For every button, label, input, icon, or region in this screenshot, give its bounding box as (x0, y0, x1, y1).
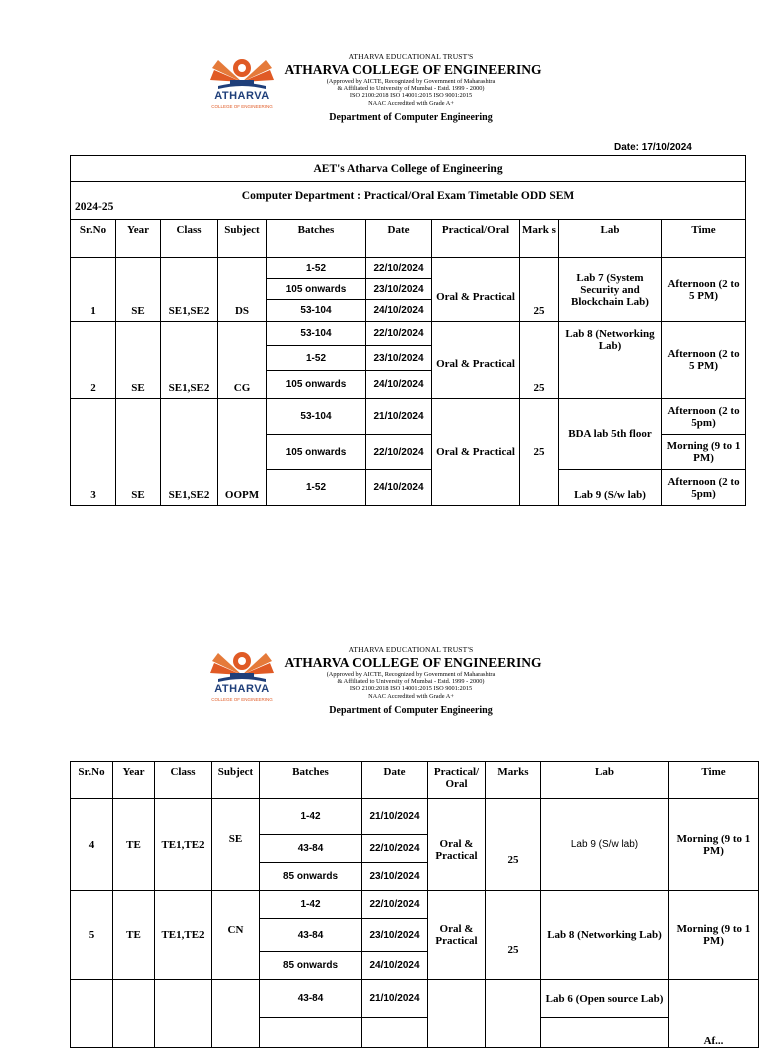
date-cell: 21/10/2024 (362, 799, 428, 835)
year-cell: TE (113, 799, 155, 891)
col-header-lab: Lab (541, 762, 669, 799)
col-header-subject: Subject (218, 220, 267, 258)
batch-cell: 105 onwards (267, 279, 366, 300)
batch-cell: 1-42 (260, 891, 362, 919)
iso-line: ISO 2100:2018 ISO 14001:2015 ISO 9001:2015 (349, 685, 473, 693)
lab-cell: Lab 8 (Networking Lab) (541, 891, 669, 980)
approval-line-2: & Affiliated to University of Mumbai - Estd. 1999 - 2000) (337, 678, 485, 686)
table-row (71, 399, 746, 435)
date-cell: 22/10/2024 (366, 322, 432, 346)
logo-subtext: COLLEGE OF ENGINEERING (211, 697, 273, 702)
naac-line: NAAC Accredited with Grade A+ (368, 692, 454, 700)
sun-book-icon (204, 645, 280, 685)
table-subtitle-cell (71, 182, 746, 220)
batch-cell: 1-52 (267, 470, 366, 506)
department-name: Department of Computer Engineering (329, 705, 493, 716)
header-row (71, 220, 746, 258)
col-header-srno: Sr.No (71, 220, 116, 258)
col-header-batches: Batches (260, 762, 362, 799)
col-header-subject: Subject (212, 762, 260, 799)
time-cell: Afternoon (2 to 5 PM) (662, 322, 746, 399)
trust-name: ATHARVA EDUCATIONAL TRUST'S (348, 645, 474, 654)
time-cell: Morning (9 to 1 PM) (669, 799, 759, 891)
col-header-date: Date (362, 762, 428, 799)
mode-cell: Oral & Practical (432, 399, 520, 506)
table-row (71, 322, 746, 346)
logo-wordmark: ATHARVA (214, 90, 270, 102)
col-header-year: Year (113, 762, 155, 799)
class-cell: SE1,SE2 (161, 258, 218, 322)
date-cell: 23/10/2024 (366, 279, 432, 300)
table-subtitle: Computer Department : Practical/Oral Exam Timetable ODD SEM (241, 190, 575, 202)
table-row (71, 891, 759, 919)
date-cell: 23/10/2024 (362, 863, 428, 891)
batch-cell: 53-104 (267, 300, 366, 322)
marks-cell: 25 (486, 891, 541, 980)
lab-cell: Lab 8 (Networking Lab) (559, 322, 662, 399)
batch-cell: 43-84 (260, 835, 362, 863)
subject-cell: CG (218, 322, 267, 399)
department-name: Department of Computer Engineering (329, 112, 493, 123)
college-name: ATHARVA COLLEGE OF ENGINEERING (284, 62, 542, 77)
document-date: Date: 17/10/2024 (614, 142, 692, 153)
subject-cell: OOPM (218, 399, 267, 506)
approval-line-1: (Approved by AICTE, Recognized by Government of Maharashtra (326, 671, 496, 678)
approval-line-2: & Affiliated to University of Mumbai - Estd. 1999 - 2000) (337, 85, 485, 93)
date-cell: 23/10/2024 (362, 919, 428, 952)
col-header-mode: Practical/ Oral (428, 762, 486, 799)
time-cell: Afternoon (2 to 5pm) (662, 399, 746, 435)
batch-cell: 53-104 (267, 322, 366, 346)
date-cell: 24/10/2024 (362, 952, 428, 980)
col-header-date: Date (366, 220, 432, 258)
lab-cell: BDA lab 5th floor (559, 399, 662, 470)
lab-cell: Lab 9 (S/w lab) (541, 799, 669, 891)
srno-cell: 1 (71, 258, 116, 322)
sun-book-icon (204, 52, 280, 92)
srno-cell: 3 (71, 399, 116, 506)
approval-line-1: (Approved by AICTE, Recognized by Government of Maharashtra (326, 78, 496, 85)
table-row (71, 258, 746, 279)
srno-cell: 5 (71, 891, 113, 980)
year-cell: TE (113, 891, 155, 980)
date-cell: 22/10/2024 (366, 258, 432, 279)
timetable-se (70, 155, 746, 506)
college-logo (204, 52, 280, 114)
col-header-mode: Practical/Oral (432, 220, 520, 258)
trust-name: ATHARVA EDUCATIONAL TRUST'S (348, 52, 474, 61)
date-cell: 22/10/2024 (362, 891, 428, 919)
date-cell: 22/10/2024 (362, 835, 428, 863)
marks-cell: 25 (520, 258, 559, 322)
table-row (71, 799, 759, 835)
class-cell: TE1,TE2 (155, 891, 212, 980)
subject-cell (212, 980, 260, 1048)
mode-cell: Oral & Practical (428, 891, 486, 980)
col-header-batches: Batches (267, 220, 366, 258)
date-cell: 24/10/2024 (366, 470, 432, 506)
col-header-class: Class (161, 220, 218, 258)
srno-cell (71, 980, 113, 1048)
iso-line: ISO 2100:2018 ISO 14001:2015 ISO 9001:2015 (349, 92, 473, 100)
mode-cell: Oral & Practical (432, 322, 520, 399)
batch-cell: 43-84 (260, 919, 362, 952)
table-row (71, 980, 759, 1018)
time-cell: Af... (669, 980, 759, 1048)
batch-cell: 1-52 (267, 346, 366, 371)
date-cell: 24/10/2024 (366, 300, 432, 322)
srno-cell: 2 (71, 322, 116, 399)
batch-cell: 85 onwards (260, 863, 362, 891)
col-header-time: Time (662, 220, 746, 258)
accreditation-text (286, 78, 536, 107)
subject-cell: SE (212, 799, 260, 891)
batch-cell (260, 1018, 362, 1048)
mode-cell: Oral & Practical (432, 258, 520, 322)
academic-year: 2024-25 (75, 201, 114, 213)
date-cell: 23/10/2024 (366, 346, 432, 371)
year-cell: SE (116, 322, 161, 399)
table-title: AET's Atharva College of Engineering (71, 156, 746, 182)
class-cell: SE1,SE2 (161, 322, 218, 399)
lab-cell: Lab 7 (System Security and Blockchain Lab) (559, 258, 662, 322)
mode-cell (428, 980, 486, 1048)
col-header-lab: Lab (559, 220, 662, 258)
batch-cell: 53-104 (267, 399, 366, 435)
class-cell: TE1,TE2 (155, 799, 212, 891)
mode-cell: Oral & Practical (428, 799, 486, 891)
col-header-year: Year (116, 220, 161, 258)
header-row (71, 762, 759, 799)
class-cell (155, 980, 212, 1048)
batch-cell: 43-84 (260, 980, 362, 1018)
marks-cell: 25 (520, 399, 559, 506)
marks-cell: 25 (520, 322, 559, 399)
srno-cell: 4 (71, 799, 113, 891)
college-name: ATHARVA COLLEGE OF ENGINEERING (284, 655, 542, 670)
lab-cell: Lab 6 (Open source Lab) (541, 980, 669, 1018)
batch-cell: 1-52 (267, 258, 366, 279)
letterhead-top (0, 52, 768, 132)
date-cell: 24/10/2024 (366, 371, 432, 399)
col-header-marks: Marks (486, 762, 541, 799)
col-header-marks: Mark s (520, 220, 559, 258)
year-cell: SE (116, 399, 161, 506)
col-header-time: Time (669, 762, 759, 799)
col-header-class: Class (155, 762, 212, 799)
naac-line: NAAC Accredited with Grade A+ (368, 99, 454, 107)
batch-cell: 85 onwards (260, 952, 362, 980)
logo-subtext: COLLEGE OF ENGINEERING (211, 104, 273, 109)
date-cell: 22/10/2024 (366, 435, 432, 470)
lab-cell: Lab 9 (S/w lab) (559, 470, 662, 506)
time-cell: Morning (9 to 1 PM) (669, 891, 759, 980)
time-cell: Morning (9 to 1 PM) (662, 435, 746, 470)
date-cell: 21/10/2024 (366, 399, 432, 435)
college-logo (204, 645, 280, 707)
subject-cell: CN (212, 891, 260, 980)
year-cell: SE (116, 258, 161, 322)
marks-cell (486, 980, 541, 1048)
marks-cell: 25 (486, 799, 541, 891)
letterhead-second (0, 645, 768, 725)
time-cell: Afternoon (2 to 5pm) (662, 470, 746, 506)
batch-cell: 105 onwards (267, 371, 366, 399)
accreditation-text (286, 671, 536, 700)
year-cell (113, 980, 155, 1048)
time-cell: Afternoon (2 to 5 PM) (662, 258, 746, 322)
subject-cell: DS (218, 258, 267, 322)
class-cell: SE1,SE2 (161, 399, 218, 506)
col-header-srno: Sr.No (71, 762, 113, 799)
date-cell (362, 1018, 428, 1048)
lab-cell (541, 1018, 669, 1048)
logo-wordmark: ATHARVA (214, 683, 270, 695)
batch-cell: 105 onwards (267, 435, 366, 470)
timetable-te (70, 761, 759, 1048)
date-cell: 21/10/2024 (362, 980, 428, 1018)
batch-cell: 1-42 (260, 799, 362, 835)
